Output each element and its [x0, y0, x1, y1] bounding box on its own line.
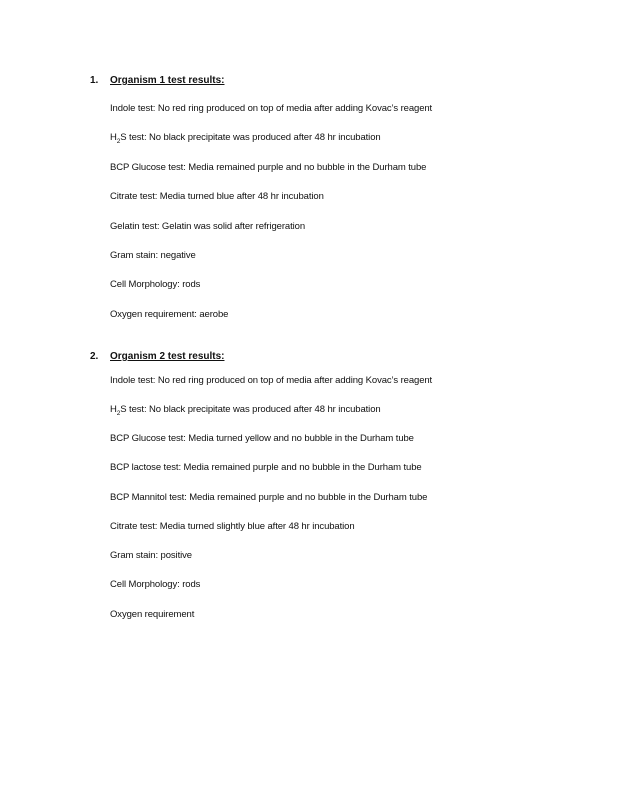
- h2s-text: S test: No black precipitate was produced after 48 hr incubation: [120, 132, 381, 143]
- h2s-subscript: 2: [116, 137, 121, 145]
- organism-2-h2s-test: [110, 404, 381, 415]
- section-2-number: 2.: [90, 351, 99, 362]
- organism-1-gram-stain: Gram stain: negative: [110, 250, 196, 261]
- section-1-heading: [90, 75, 224, 86]
- section-2-title: Organism 2 test results:: [110, 351, 225, 362]
- h2s-text: S test: No black precipitate was produced after 48 hr incubation: [120, 404, 381, 415]
- h2s-prefix: H: [110, 404, 117, 415]
- h2s-prefix: H: [110, 132, 117, 143]
- h2s-subscript: 2: [116, 409, 121, 417]
- section-1-title: Organism 1 test results:: [110, 75, 225, 86]
- section-1-number: 1.: [90, 75, 99, 86]
- organism-1-oxygen-requirement: Oxygen requirement: aerobe: [110, 309, 229, 320]
- organism-1-indole-test: Indole test: No red ring produced on top of media after adding Kovac’s reagent: [110, 103, 433, 114]
- organism-2-bcp-glucose-test: BCP Glucose test: Media turned yellow and no bubble in the Durham tube: [110, 433, 414, 444]
- organism-2-cell-morphology: Cell Morphology: rods: [110, 579, 201, 590]
- organism-1-bcp-glucose-test: BCP Glucose test: Media remained purple and no bubble in the Durham tube: [110, 162, 427, 173]
- organism-1-cell-morphology: Cell Morphology: rods: [110, 279, 201, 290]
- section-2-heading: [90, 351, 224, 362]
- organism-1-citrate-test: Citrate test: Media turned blue after 48 hr incubation: [110, 191, 324, 202]
- organism-2-bcp-lactose-test: BCP lactose test: Media remained purple and no bubble in the Durham tube: [110, 462, 422, 473]
- organism-2-gram-stain: Gram stain: positive: [110, 550, 192, 561]
- organism-2-oxygen-requirement: Oxygen requirement: [110, 609, 195, 620]
- organism-1-h2s-test: [110, 132, 381, 143]
- organism-2-bcp-mannitol-test: BCP Mannitol test: Media remained purple and no bubble in the Durham tube: [110, 492, 428, 503]
- organism-1-gelatin-test: Gelatin test: Gelatin was solid after refrigeration: [110, 221, 306, 232]
- organism-2-citrate-test: Citrate test: Media turned slightly blue after 48 hr incubation: [110, 521, 355, 532]
- organism-2-indole-test: Indole test: No red ring produced on top of media after adding Kovac’s reagent: [110, 375, 433, 386]
